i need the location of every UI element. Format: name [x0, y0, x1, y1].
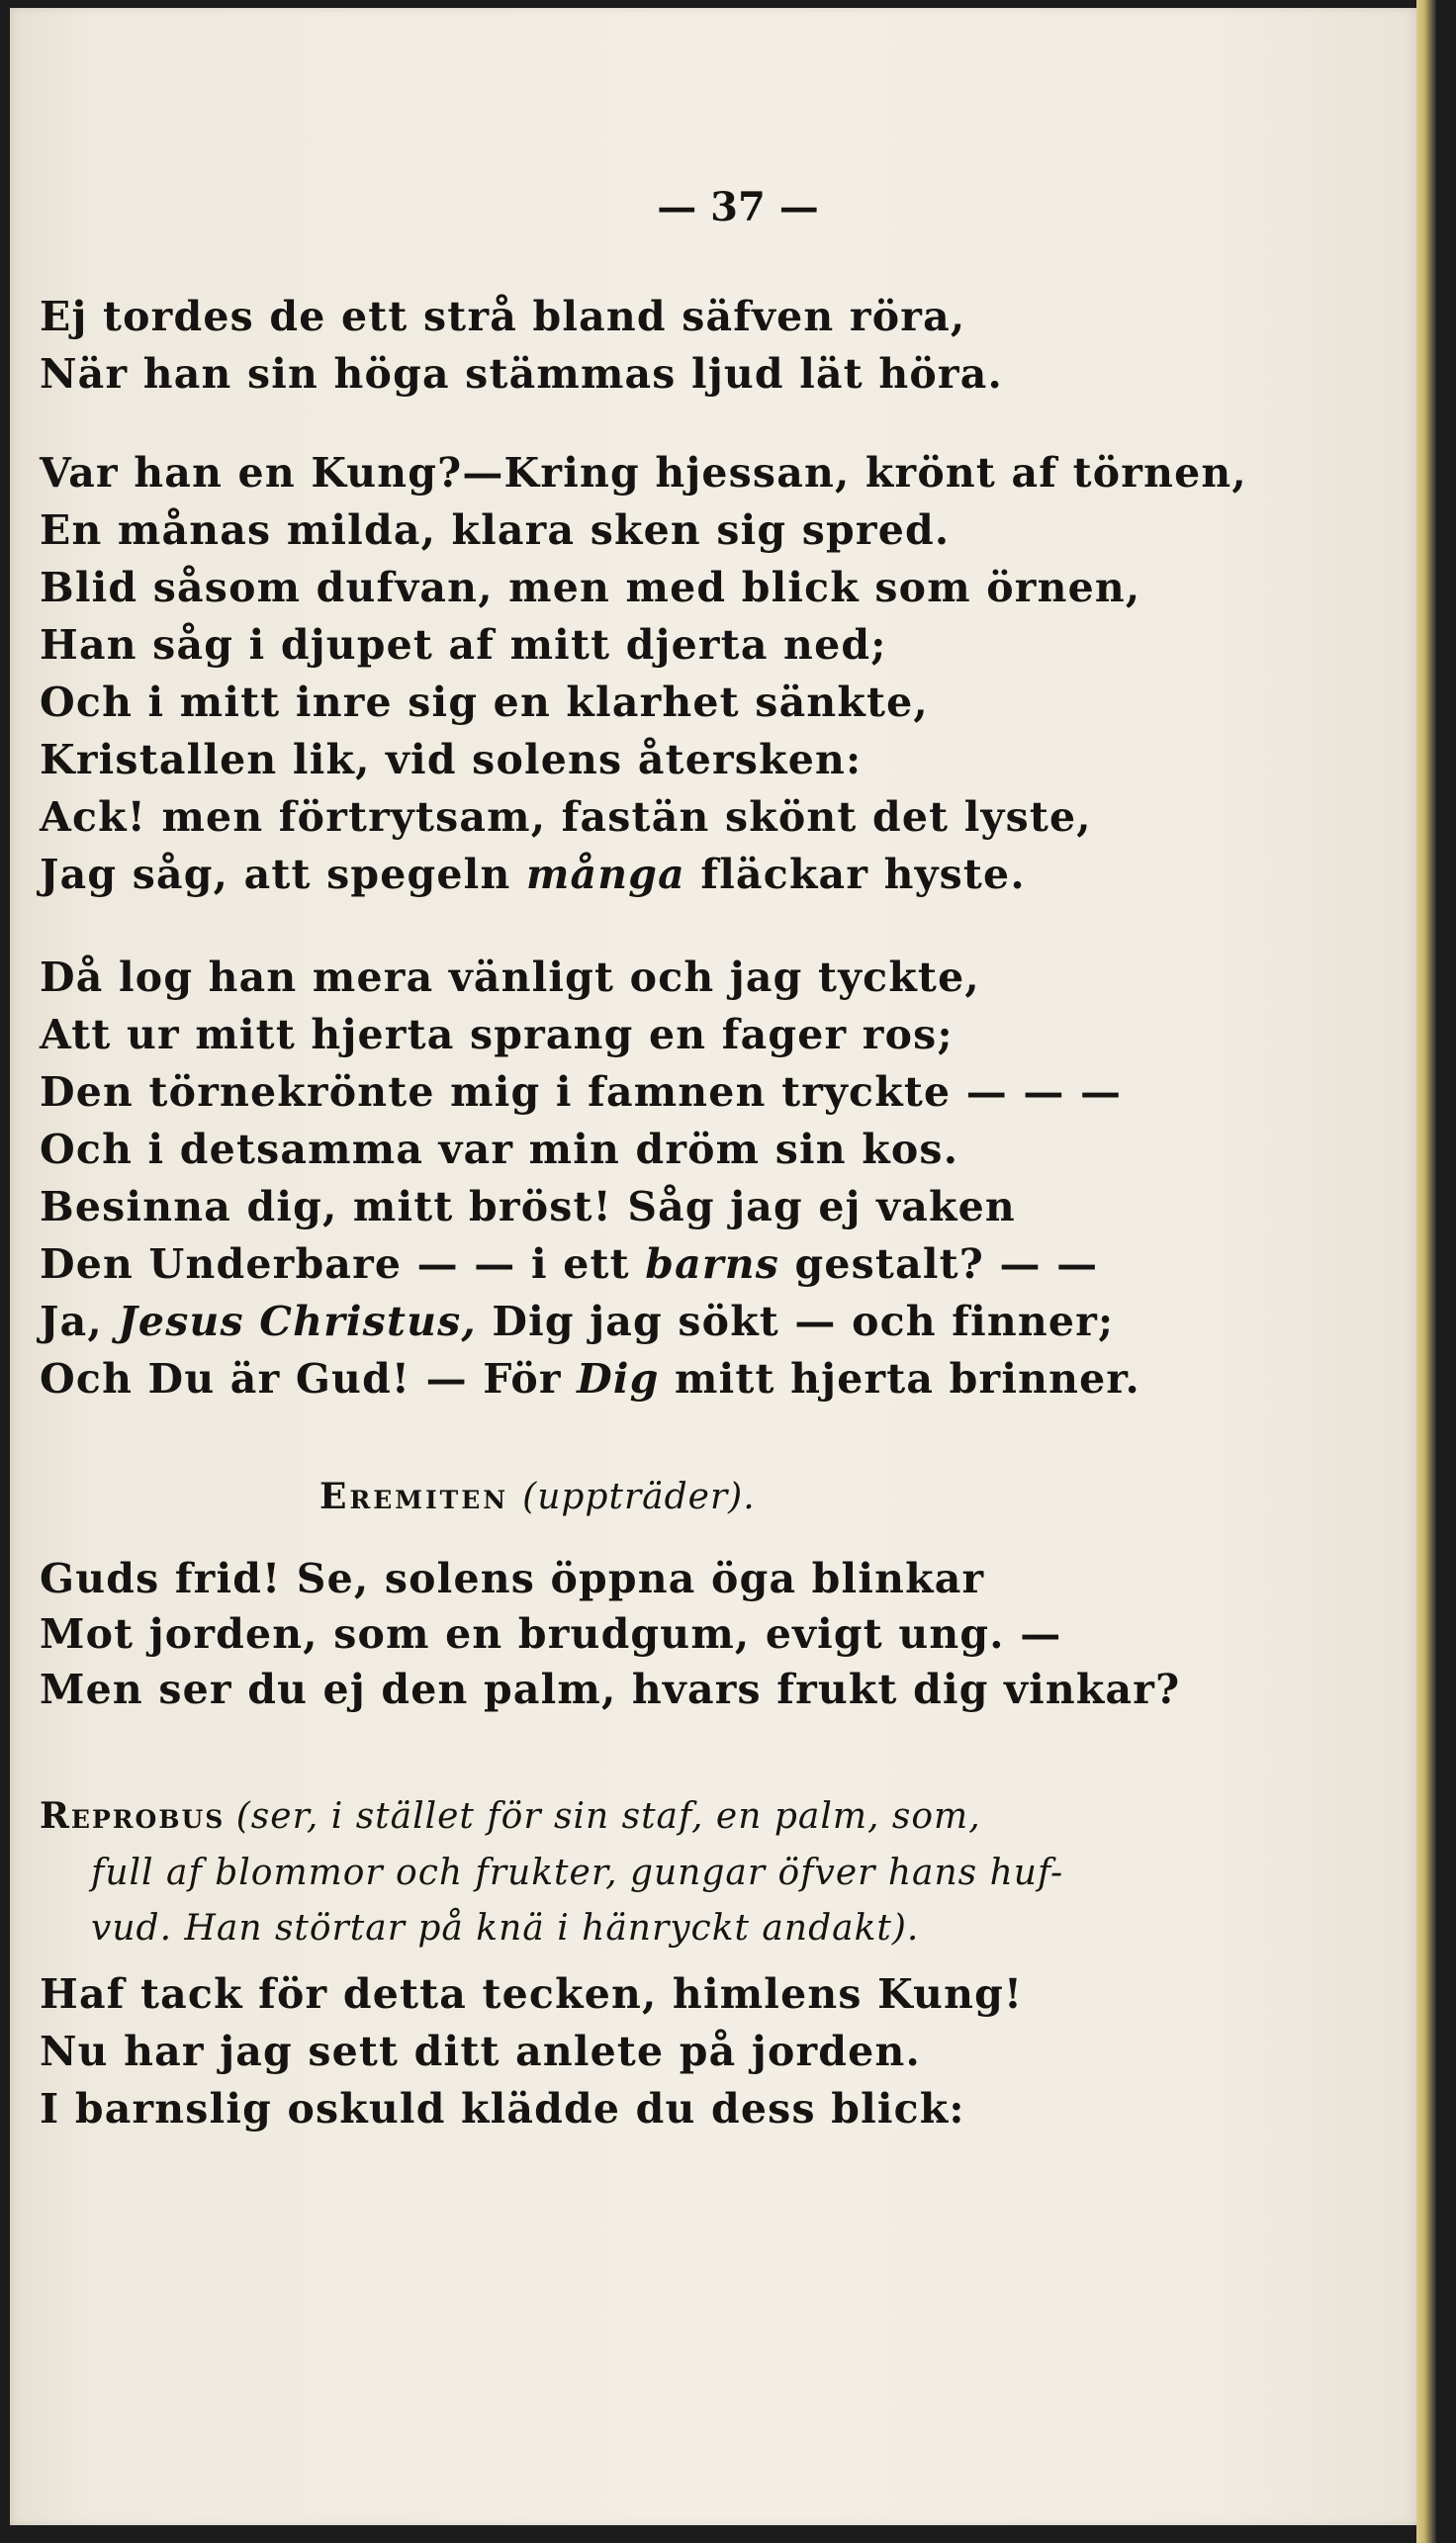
emphasis: många [525, 851, 685, 898]
verse-line: Kristallen lik, vid solens återsken: [40, 736, 863, 783]
verse-line: Var han en Kung?—Kring hjessan, krönt af törnen, [40, 449, 1247, 497]
text-run: Dig jag sökt — och finner; [476, 1298, 1115, 1345]
verse-line: Ack! men förtrytsam, fastän skönt det lyste, [40, 793, 1092, 841]
emphasis: barns [645, 1240, 780, 1288]
text-run: mitt hjerta brinner. [659, 1355, 1140, 1403]
text-run: Jag såg, att spegeln [40, 851, 526, 898]
stage-direction-line: full af blommor och frukter, gungar öfver hans huf- [91, 1853, 1064, 1893]
speaker-name: Reprobus [40, 1795, 226, 1837]
verse-line: Då log han mera vänligt och jag tyckte, [40, 954, 980, 1001]
stage-direction: (ser, i stället för sin staf, en palm, som, [235, 1796, 981, 1837]
verse-line: När han sin höga stämmas ljud lät höra. [40, 350, 1003, 398]
text-run: Den Underbare — — i ett [40, 1240, 646, 1288]
text-run: Ja, [40, 1298, 119, 1345]
verse-line: Men ser du ej den palm, hvars frukt dig vinkar? [40, 1666, 1181, 1713]
verse-line: Guds frid! Se, solens öppna öga blinkar [40, 1555, 985, 1602]
verse-line: Och i detsamma var min dröm sin kos. [40, 1126, 959, 1173]
verse-line-manga [40, 851, 1026, 898]
verse-line: Nu har jag sett ditt anlete på jorden. [40, 2028, 921, 2075]
emphasis: Dig [577, 1355, 660, 1403]
speaker-heading-reprobus [40, 1795, 981, 1837]
verse-line: Blid såsom dufvan, men med blick som örnen, [40, 564, 1141, 611]
text-run: fläckar hyste. [684, 851, 1026, 898]
emphasis: Jesus Christus, [118, 1298, 477, 1345]
verse-line: Besinna dig, mitt bröst! Såg jag ej vaken [40, 1183, 1016, 1230]
verse-line: Och i mitt inre sig en klarhet sänkte, [40, 679, 929, 726]
verse-line: Att ur mitt hjerta sprang en fager ros; [40, 1011, 954, 1058]
verse-line: Han såg i djupet af mitt djerta ned; [40, 621, 887, 669]
verse-line: Mot jorden, som en brudgum, evigt ung. — [40, 1610, 1062, 1658]
stage-direction-line: vud. Han störtar på knä i hänryckt andakt). [91, 1908, 920, 1949]
speaker-heading-eremiten [319, 1476, 756, 1517]
verse-line: Haf tack för detta tecken, himlens Kung! [40, 1970, 1024, 2018]
verse-line-gud [40, 1355, 1140, 1403]
page-number: — 37 — [657, 184, 819, 230]
speaker-name: Eremiten [319, 1476, 509, 1517]
verse-line: I barnslig oskuld klädde du dess blick: [40, 2085, 965, 2133]
verse-line: Den törnekrönte mig i famnen tryckte — — — [40, 1068, 1123, 1116]
verse-line: Ej tordes de ett strå bland säfven röra, [40, 293, 966, 340]
text-run: Och Du är Gud! — För [40, 1355, 578, 1403]
text-run: gestalt? — — [779, 1240, 1099, 1288]
verse-line-barns [40, 1240, 1099, 1288]
stage-direction: (uppträder). [522, 1477, 756, 1517]
verse-line-jesus [40, 1298, 1115, 1345]
verse-line: En månas milda, klara sken sig spred. [40, 506, 951, 554]
